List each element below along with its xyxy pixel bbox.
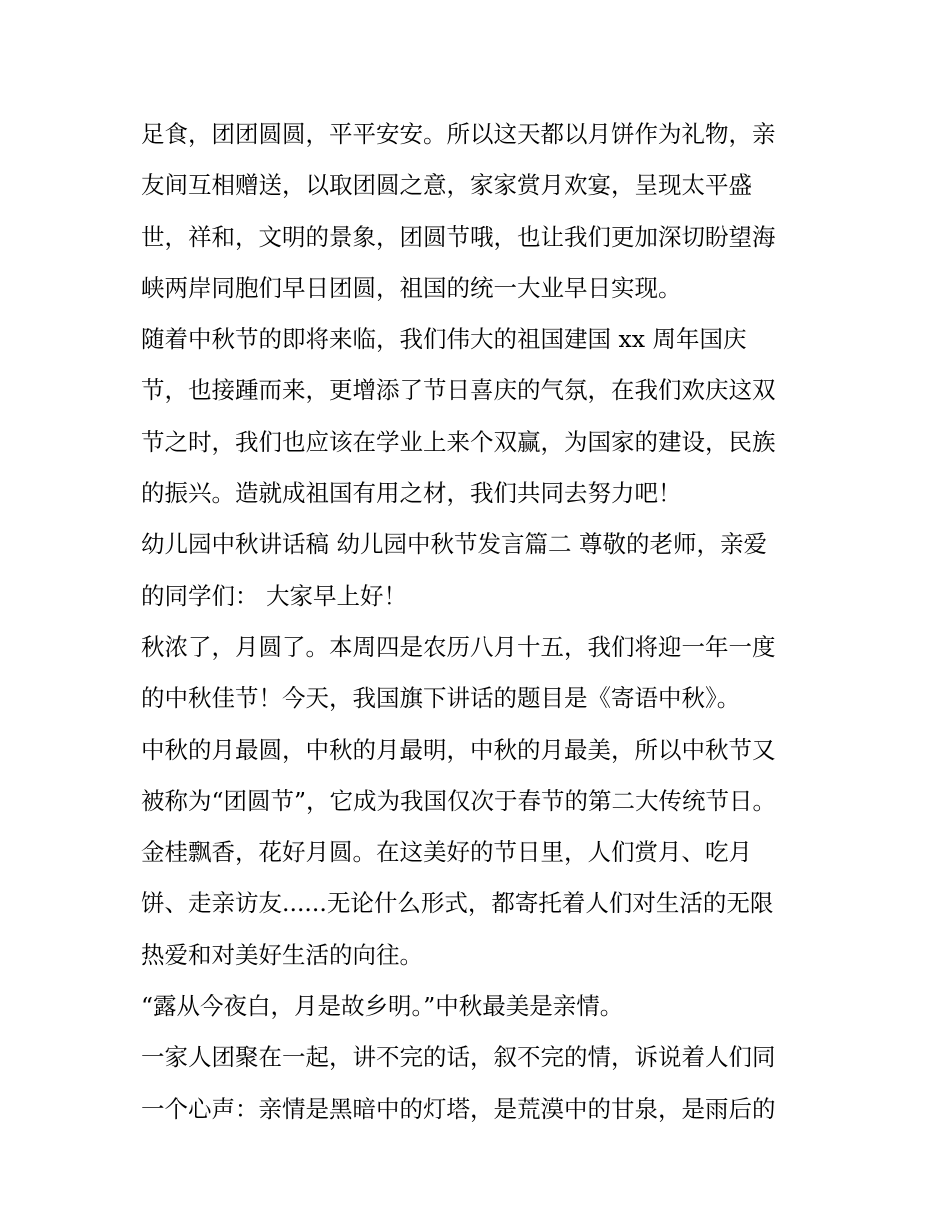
- text-line: 被称为“团圆节”，它成为我国仅次于春节的第二大传统节日。: [141, 786, 777, 815]
- text-line: 足食，团团圆圆，平平安安。所以这天都以月饼作为礼物，亲: [141, 120, 776, 148]
- text-line: 幼儿园中秋讲话稿 幼儿园中秋节发言篇二 尊敬的老师，亲爱: [141, 530, 767, 559]
- document-body: [141, 109, 821, 1135]
- text-line: 饼、走亲访友......无论什么形式，都寄托着人们对生活的无限: [141, 889, 774, 918]
- text-line: 随着中秋节的即将来临，我们伟大的祖国建国 xx 周年国庆: [141, 325, 747, 354]
- text-line: 的同学们： 大家早上好！: [141, 581, 407, 610]
- text-line: 节，也接踵而来，更增添了节日喜庆的气氛，在我们欢庆这双: [141, 376, 776, 405]
- text-line: “露从今夜白，月是故乡明。”中秋最美是亲情。: [141, 992, 624, 1021]
- text-line: 一家人团聚在一起，讲不完的话，叙不完的情，诉说着人们同: [141, 1043, 776, 1072]
- text-line: 中秋的月最圆，中秋的月最明，中秋的月最美，所以中秋节又: [141, 735, 776, 764]
- text-line: 峡两岸同胞们早日团圆，祖国的统一大业早日实现。: [141, 273, 682, 302]
- text-line: 一个心声：亲情是黑暗中的灯塔，是荒漠中的甘泉，是雨后的: [141, 1094, 776, 1123]
- text-line: 的中秋佳节！今天，我国旗下讲话的题目是《寄语中秋》。: [141, 684, 741, 713]
- text-line: 的振兴。造就成祖国有用之材，我们共同去努力吧！: [141, 479, 682, 508]
- text-line: 金桂飘香，花好月圆。在这美好的节日里，人们赏月、吃月: [141, 838, 752, 867]
- text-line: 友间互相赠送，以取团圆之意，家家赏月欢宴，呈现太平盛: [141, 171, 752, 200]
- text-line: 秋浓了，月圆了。本周四是农历八月十五，我们将迎一年一度: [141, 632, 776, 661]
- text-line: 热爱和对美好生活的向往。: [141, 940, 423, 969]
- text-line: 节之时，我们也应该在学业上来个双赢，为国家的建设，民族: [141, 427, 776, 456]
- text-line: 世，祥和，文明的景象，团圆节哦，也让我们更加深切盼望海: [141, 222, 776, 251]
